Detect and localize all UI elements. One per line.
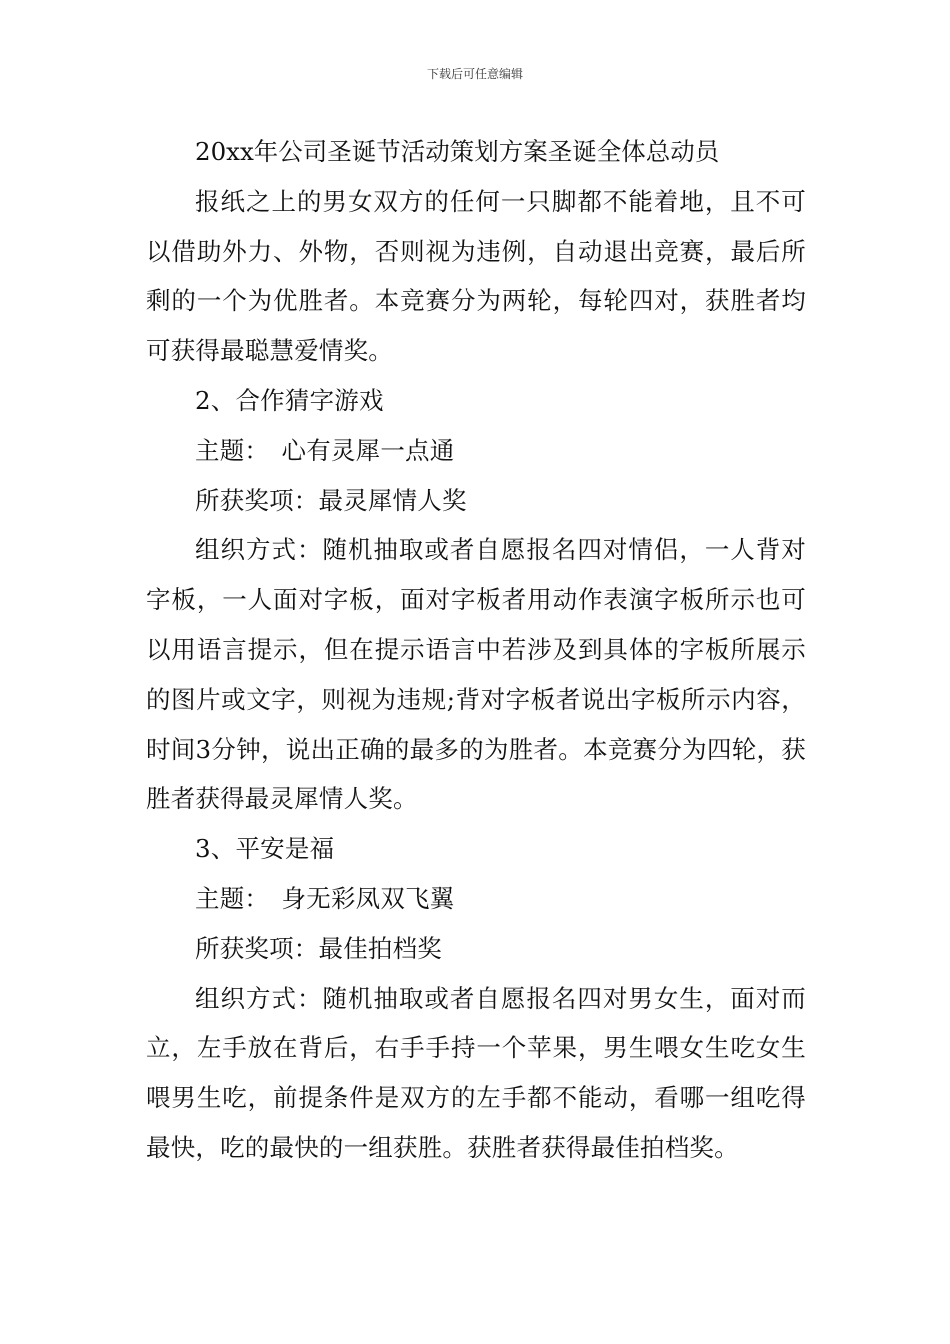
theme-guessing-game: 主题： 心有灵犀一点通 xyxy=(195,435,455,465)
theme-safety: 主题： 身无彩凤双飞翼 xyxy=(195,883,455,913)
organization-guessing-game: 组织方式：随机抽取或者自愿报名四对情侣，一人背对字板，一人面对字板，面对字板者用动作表演字板所示也可以用语言提示，但在提示语言中若涉及到具体的字板所展示的图片或文字，则视为违规;背对字板者说出字板所示内容，时间3分钟，说出正确的最多的为胜者。本竞赛分为四轮，获胜者获得最灵犀情人奖。 xyxy=(146,535,806,814)
award-guessing-game: 所获奖项：最灵犀情人奖 xyxy=(195,485,467,515)
page-header-note: 下载后可任意编辑 xyxy=(426,67,523,81)
award-safety: 所获奖项：最佳拍档奖 xyxy=(195,933,442,963)
paragraph-competition-rules: 报纸之上的男女双方的任何一只脚都不能着地，且不可以借助外力、外物，否则视为违例，自动退出竞赛，最后所剩的一个为优胜者。本竞赛分为两轮，每轮四对，获胜者均可获得最聪慧爱情奖。 xyxy=(146,186,806,366)
document-title: 20xx年公司圣诞节活动策划方案圣诞全体总动员 xyxy=(195,137,720,166)
section-heading-safety: 3、平安是福 xyxy=(195,834,335,864)
organization-safety: 组织方式：随机抽取或者自愿报名四对男女生，面对而立，左手放在背后，右手手持一个苹果，男生喂女生吃女生喂男生吃，前提条件是双方的左手都不能动，看哪一组吃得最快，吃的最快的一组获胜。获胜者获得最佳拍档奖。 xyxy=(146,983,806,1162)
document-body xyxy=(146,127,806,1173)
section-heading-guessing-game: 2、合作猜字游戏 xyxy=(195,385,384,415)
